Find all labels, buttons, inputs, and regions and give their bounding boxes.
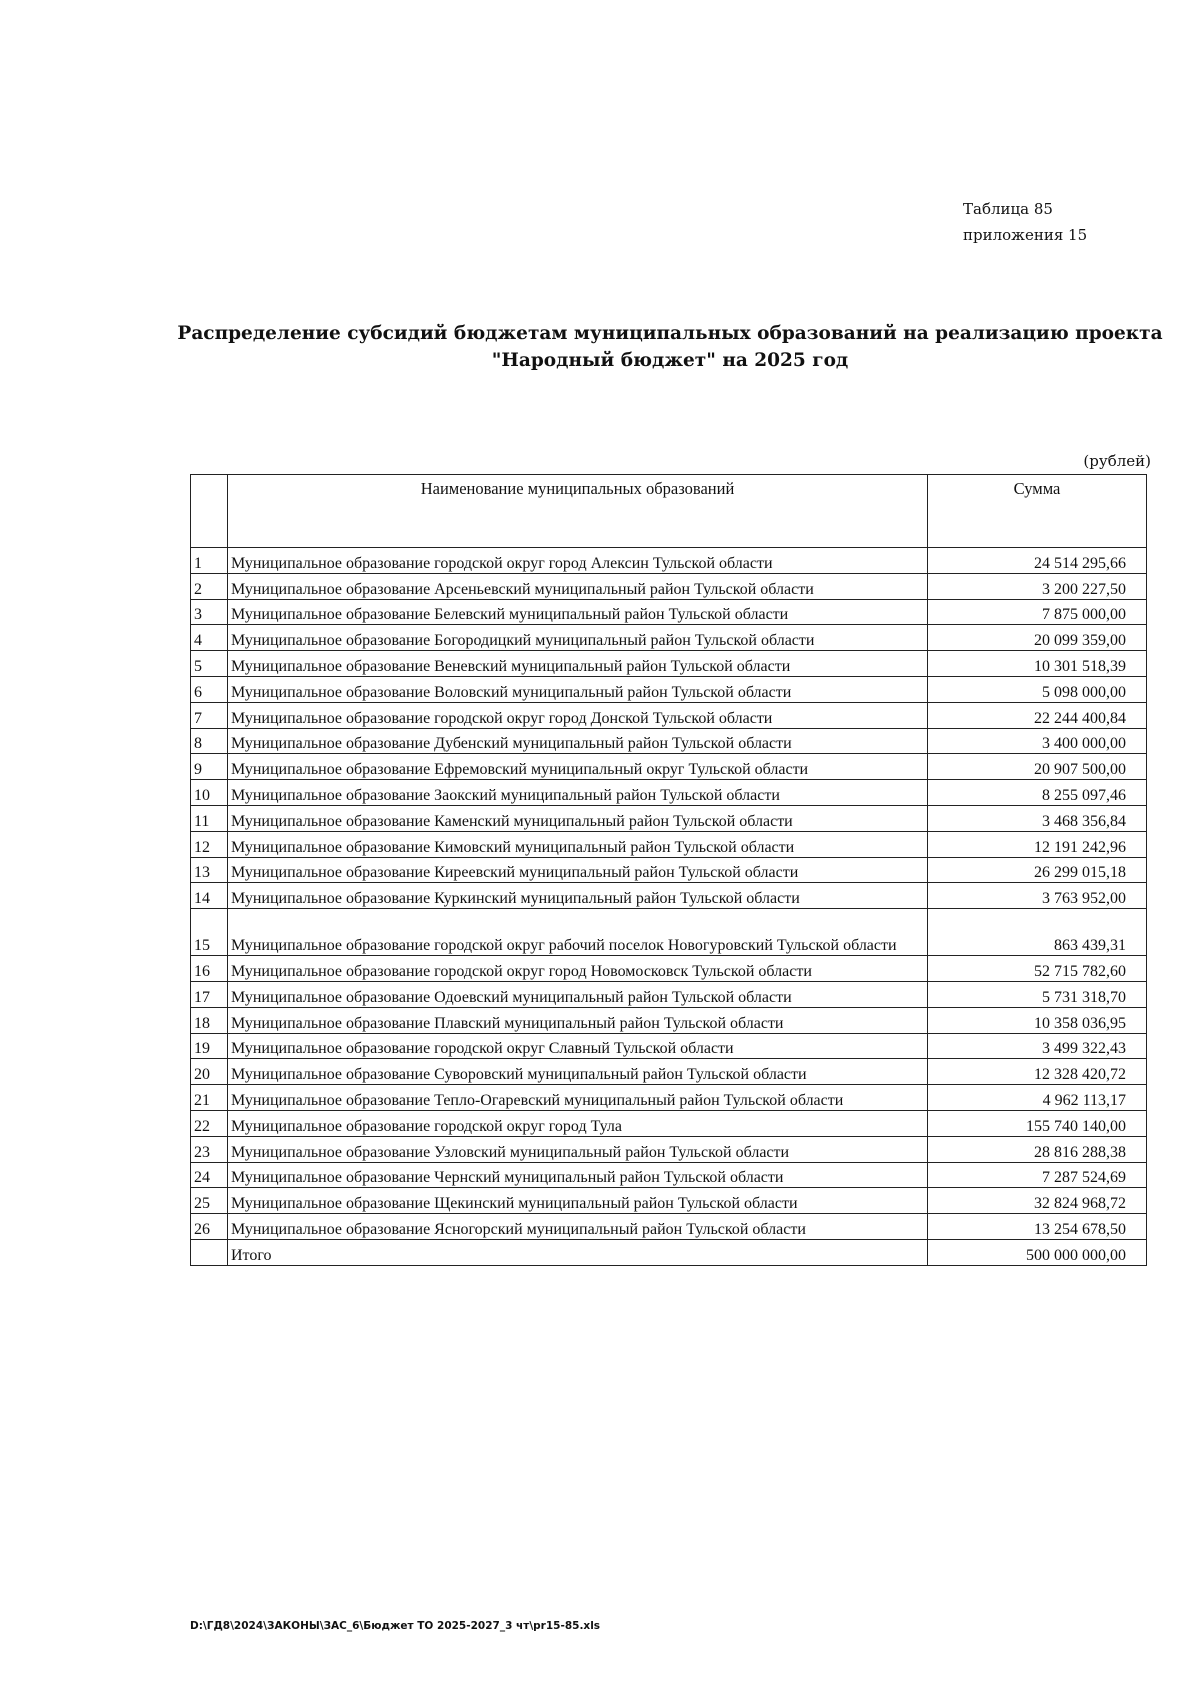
table-row [191, 676, 1147, 702]
table-number: Таблица 85 [963, 200, 1053, 218]
table-row [191, 805, 1147, 831]
municipality-name: Муниципальное образование Плавский муниципальный район Тульской области [228, 1007, 928, 1033]
table-row [191, 702, 1147, 728]
table-row [191, 1188, 1147, 1214]
table-row [191, 1110, 1147, 1136]
table-row [191, 981, 1147, 1007]
subsidy-amount: 863 439,31 [928, 909, 1147, 956]
row-number: 15 [191, 909, 228, 956]
row-number: 18 [191, 1007, 228, 1033]
subsidy-amount: 3 499 322,43 [928, 1033, 1147, 1059]
subsidy-amount: 52 715 782,60 [928, 956, 1147, 982]
units-label: (рублей) [1083, 452, 1151, 470]
subsidy-amount: 12 328 420,72 [928, 1059, 1147, 1085]
table-row [191, 1162, 1147, 1188]
table-row [191, 956, 1147, 982]
subsidy-amount: 7 287 524,69 [928, 1162, 1147, 1188]
subsidy-amount: 26 299 015,18 [928, 857, 1147, 883]
subsidy-table [190, 474, 1147, 1266]
row-number: 13 [191, 857, 228, 883]
row-number: 10 [191, 780, 228, 806]
municipality-name: Муниципальное образование Киреевский муниципальный район Тульской области [228, 857, 928, 883]
subsidy-amount: 22 244 400,84 [928, 702, 1147, 728]
table-row [191, 1085, 1147, 1111]
municipality-name: Муниципальное образование Ясногорский муниципальный район Тульской области [228, 1214, 928, 1240]
row-number: 16 [191, 956, 228, 982]
row-number: 12 [191, 831, 228, 857]
row-number: 26 [191, 1214, 228, 1240]
table-row [191, 1136, 1147, 1162]
row-number: 24 [191, 1162, 228, 1188]
municipality-name: Муниципальное образование Тепло-Огаревский муниципальный район Тульской области [228, 1085, 928, 1111]
row-number: 3 [191, 599, 228, 625]
municipality-name: Муниципальное образование Богородицкий муниципальный район Тульской области [228, 625, 928, 651]
subsidy-amount: 3 400 000,00 [928, 728, 1147, 754]
row-number: 1 [191, 548, 228, 574]
subsidy-amount: 5 098 000,00 [928, 676, 1147, 702]
municipality-name: Муниципальное образование Дубенский муниципальный район Тульской области [228, 728, 928, 754]
subsidy-amount: 10 358 036,95 [928, 1007, 1147, 1033]
subsidy-amount: 28 816 288,38 [928, 1136, 1147, 1162]
municipality-name: Муниципальное образование Чернский муниципальный район Тульской области [228, 1162, 928, 1188]
municipality-name: Муниципальное образование Суворовский муниципальный район Тульской области [228, 1059, 928, 1085]
row-number: 22 [191, 1110, 228, 1136]
municipality-name: Муниципальное образование Воловский муниципальный район Тульской области [228, 676, 928, 702]
subsidy-amount: 7 875 000,00 [928, 599, 1147, 625]
table-row [191, 625, 1147, 651]
subsidy-amount: 20 099 359,00 [928, 625, 1147, 651]
row-number: 14 [191, 883, 228, 909]
appendix-number: приложения 15 [963, 226, 1088, 244]
subsidy-amount: 4 962 113,17 [928, 1085, 1147, 1111]
subsidy-amount: 20 907 500,00 [928, 754, 1147, 780]
municipality-name: Муниципальное образование городской округ рабочий поселок Новогуровский Тульской области [228, 909, 928, 956]
table-row [191, 883, 1147, 909]
municipality-name: Муниципальное образование Одоевский муниципальный район Тульской области [228, 981, 928, 1007]
row-number: 21 [191, 1085, 228, 1111]
table-row [191, 1059, 1147, 1085]
row-number: 5 [191, 651, 228, 677]
table-row [191, 857, 1147, 883]
subsidy-amount: 8 255 097,46 [928, 780, 1147, 806]
municipality-name: Муниципальное образование Каменский муниципальный район Тульской области [228, 805, 928, 831]
row-number: 23 [191, 1136, 228, 1162]
row-number: 9 [191, 754, 228, 780]
subsidy-amount: 5 731 318,70 [928, 981, 1147, 1007]
row-number: 2 [191, 573, 228, 599]
table-row [191, 1214, 1147, 1240]
total-amount: 500 000 000,00 [928, 1239, 1147, 1265]
table-row [191, 754, 1147, 780]
municipality-name: Муниципальное образование Белевский муниципальный район Тульской области [228, 599, 928, 625]
municipality-name: Муниципальное образование городской округ город Донской Тульской области [228, 702, 928, 728]
table-row [191, 909, 1147, 956]
header-sum-cell: Сумма [928, 475, 1147, 548]
table-row [191, 780, 1147, 806]
subsidy-amount: 3 763 952,00 [928, 883, 1147, 909]
header-name-cell: Наименование муниципальных образований [228, 475, 928, 548]
municipality-name: Муниципальное образование Куркинский муниципальный район Тульской области [228, 883, 928, 909]
table-row [191, 599, 1147, 625]
municipality-name: Муниципальное образование городской округ Славный Тульской области [228, 1033, 928, 1059]
subsidy-amount: 12 191 242,96 [928, 831, 1147, 857]
table-row [191, 548, 1147, 574]
municipality-name: Муниципальное образование Веневский муниципальный район Тульской области [228, 651, 928, 677]
municipality-name: Муниципальное образование Ефремовский муниципальный округ Тульской области [228, 754, 928, 780]
table-row [191, 728, 1147, 754]
total-label: Итого [228, 1239, 928, 1265]
row-number: 7 [191, 702, 228, 728]
subsidy-amount: 10 301 518,39 [928, 651, 1147, 677]
municipality-name: Муниципальное образование Узловский муниципальный район Тульской области [228, 1136, 928, 1162]
subsidy-amount: 24 514 295,66 [928, 548, 1147, 574]
municipality-name: Муниципальное образование городской округ город Новомосковск Тульской области [228, 956, 928, 982]
table-row [191, 573, 1147, 599]
table-row [191, 831, 1147, 857]
row-number: 11 [191, 805, 228, 831]
municipality-name: Муниципальное образование городской округ город Алексин Тульской области [228, 548, 928, 574]
subsidy-amount: 13 254 678,50 [928, 1214, 1147, 1240]
municipality-name: Муниципальное образование Щекинский муниципальный район Тульской области [228, 1188, 928, 1214]
subsidy-amount: 155 740 140,00 [928, 1110, 1147, 1136]
row-number: 20 [191, 1059, 228, 1085]
municipality-name: Муниципальное образование Заокский муниципальный район Тульской области [228, 780, 928, 806]
subsidy-amount: 3 468 356,84 [928, 805, 1147, 831]
row-number: 19 [191, 1033, 228, 1059]
table-row [191, 1033, 1147, 1059]
row-number: 25 [191, 1188, 228, 1214]
title-line-1: Распределение субсидий бюджетам муниципальных образований на реализацию проекта [177, 323, 1163, 344]
total-num-cell [191, 1239, 228, 1265]
table-reference [963, 196, 1087, 248]
subsidy-amount: 32 824 968,72 [928, 1188, 1147, 1214]
municipality-name: Муниципальное образование Кимовский муниципальный район Тульской области [228, 831, 928, 857]
title-line-2: "Народный бюджет" на 2025 год [491, 350, 849, 371]
total-row [191, 1239, 1147, 1265]
table-header-row [191, 475, 1147, 548]
row-number: 17 [191, 981, 228, 1007]
file-path-footer: D:\ГД8\2024\ЗАКОНЫ\ЗАС_6\Бюджет ТО 2025-2027_3 чт\pr15-85.xls [190, 1620, 601, 1632]
row-number: 6 [191, 676, 228, 702]
document-title [150, 320, 1190, 374]
header-num-cell [191, 475, 228, 548]
row-number: 4 [191, 625, 228, 651]
table-row [191, 651, 1147, 677]
municipality-name: Муниципальное образование Арсеньевский муниципальный район Тульской области [228, 573, 928, 599]
municipality-name: Муниципальное образование городской округ город Тула [228, 1110, 928, 1136]
row-number: 8 [191, 728, 228, 754]
subsidy-amount: 3 200 227,50 [928, 573, 1147, 599]
table-row [191, 1007, 1147, 1033]
